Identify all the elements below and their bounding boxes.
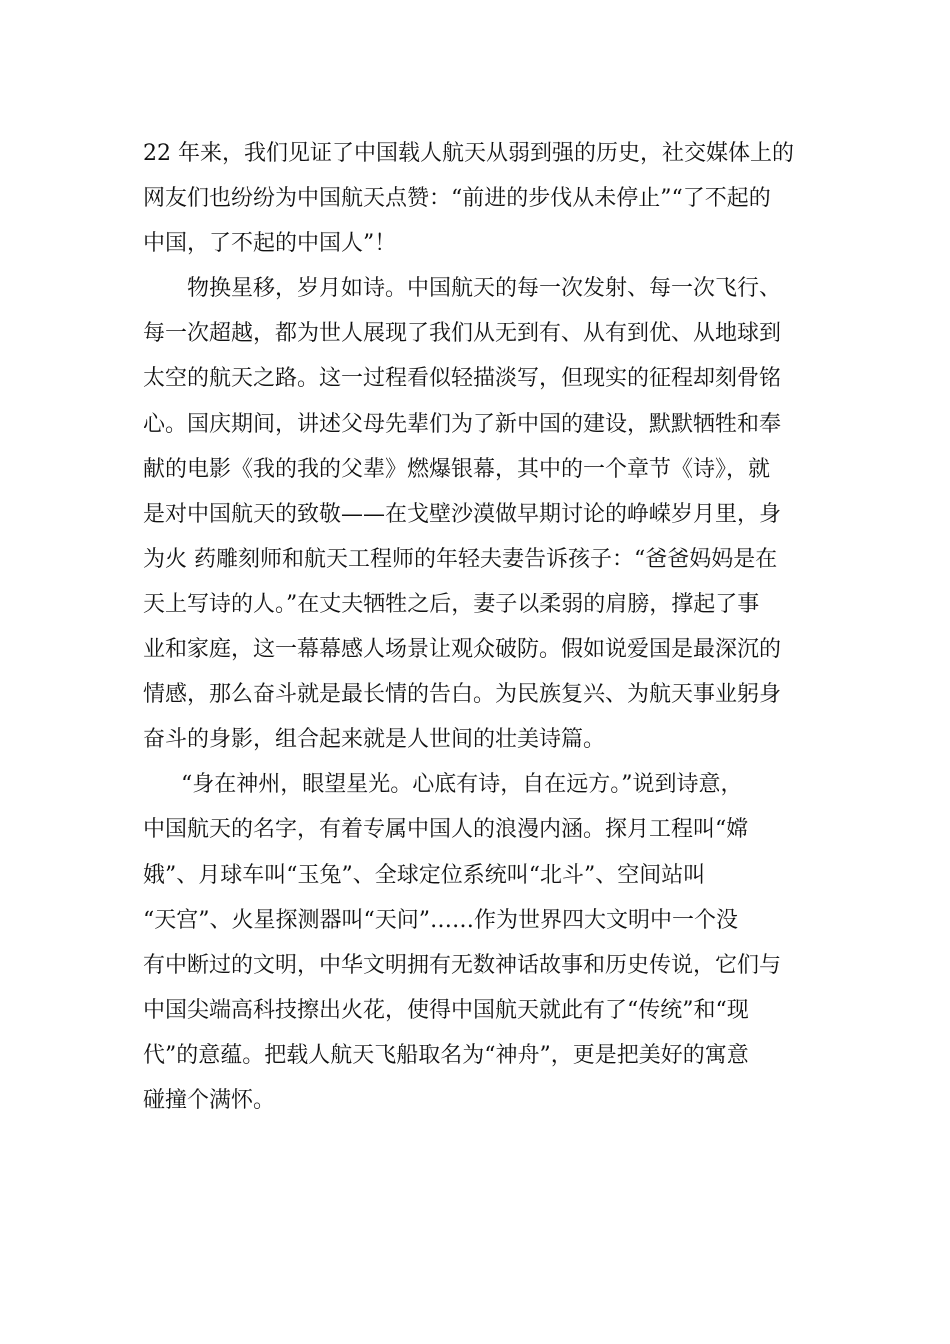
text-line: “天宫”、火星探测器叫“天问”……作为世界四大文明中一个没 <box>143 907 738 933</box>
text-line: 网友们也纷纷为中国航天点赞：“前进的步伐从未停止”“了不起的 <box>143 186 771 212</box>
text-line: 奋斗的身影，组合起来就是人世间的壮美诗篇。 <box>143 727 606 753</box>
text-line: “身在神州，眼望星光。心底有诗，自在远方。”说到诗意， <box>181 772 743 798</box>
text-line: 碰撞个满怀。 <box>143 1087 276 1113</box>
text-line: 中国尖端高科技擦出火花，使得中国航天就此有了“传统”和“现 <box>143 997 749 1023</box>
text-line: 是对中国航天的致敬——在戈壁沙漠做早期讨论的峥嵘岁月里，身 <box>143 501 782 527</box>
text-line: 情感，那么奋斗就是最长情的告白。为民族复兴、为航天事业躬身 <box>143 682 782 708</box>
text-line: 献的电影《我的我的父辈》燃爆银幕，其中的一个章节《诗》，就 <box>143 456 771 482</box>
text-line: 中国航天的名字，有着专属中国人的浪漫内涵。探月工程叫“嫦 <box>143 817 749 843</box>
text-line: 太空的航天之路。这一过程看似轻描淡写，但现实的征程却刻骨铭 <box>143 366 782 392</box>
text-line: 天上写诗的人。”在丈夫牺牲之后，妻子以柔弱的肩膀，撑起了事 <box>143 591 760 617</box>
text-line: 代”的意蕴。把载人航天飞船取名为“神舟”，更是把美好的寓意 <box>143 1042 749 1068</box>
paragraph-1 <box>143 131 809 266</box>
text-line: 22 年来，我们见证了中国载人航天从弱到强的历史，社交媒体上的 <box>143 141 794 166</box>
text-line: 物换星移，岁月如诗。中国航天的每一次发射、每一次飞行、 <box>187 276 782 302</box>
text-line: 中国，了不起的中国人”！ <box>143 231 397 257</box>
text-line: 心。国庆期间，讲述父母先辈们为了新中国的建设，默默牺牲和奉 <box>143 411 782 437</box>
text-line: 每一次超越，都为世人展现了我们从无到有、从有到优、从地球到 <box>143 321 782 347</box>
text-line: 娥”、月球车叫“玉兔”、全球定位系统叫“北斗”、空间站叫 <box>143 862 706 888</box>
paragraph-2 <box>143 266 809 762</box>
text-line: 为火 药雕刻师和航天工程师的年轻夫妻告诉孩子：“爸爸妈妈是在 <box>143 546 778 572</box>
paragraph-3 <box>143 762 809 1123</box>
article-body <box>143 131 809 1123</box>
text-line: 业和家庭，这一幕幕感人场景让观众破防。假如说爱国是最深沉的 <box>143 637 782 663</box>
text-line: 有中断过的文明，中华文明拥有无数神话故事和历史传说，它们与 <box>143 952 782 978</box>
